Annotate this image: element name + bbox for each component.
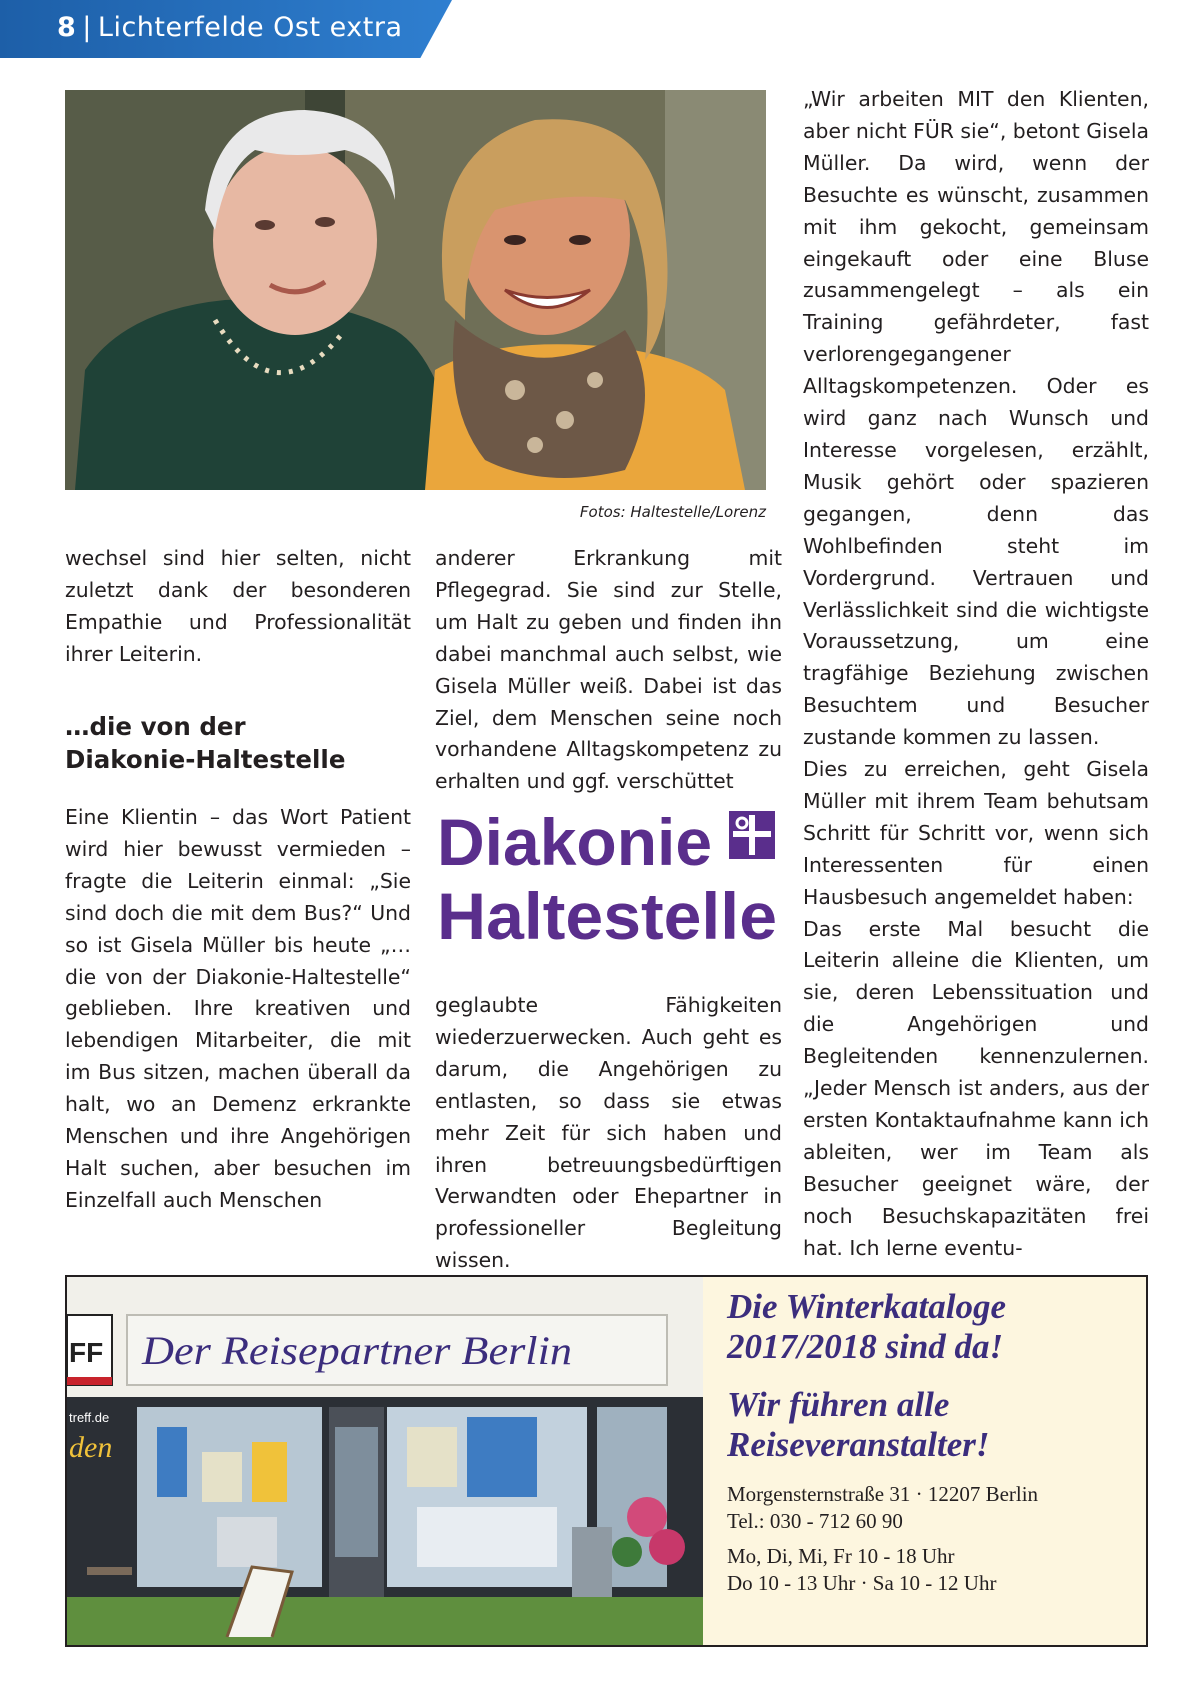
- column-1-top: [65, 543, 411, 671]
- logo-line-2: Haltestelle: [437, 879, 777, 951]
- paragraph: wechsel sind hier selten, nicht zuletzt dank der besonderen Empathie und Professionalität ihrer Leiterin.: [65, 546, 411, 666]
- shopfront-photo: [67, 1277, 703, 1645]
- ad-phone: Tel.: 030 - 712 60 90: [727, 1509, 903, 1533]
- paragraph: „Wir arbeiten MIT den Klienten, aber nicht FÜR sie“, betont Gisela Müller. Da wird, wenn der Besuchte es wünscht, zusammen mit ihm gekocht, gemeinsam eingekauft oder eine Bluse zusammengelegt – als ein Training gefährdeter, fast verlorengegangener Alltagskompetenzen. Oder es wird ganz nach Wunsch und Interesse vorgelesen, erzählt, Musik gehört oder spazieren gegangen, denn das Wohlbefinden steht im Vordergrund. Vertrauen und Verlässlichkeit sind die wichtigste Voraussetzung, um eine tragfähige Beziehung zwischen Besuchtem und Besucher zustande kommen zu lassen.: [803, 87, 1149, 750]
- ad-subheadline: [727, 1385, 1137, 1465]
- shopfront-illustration: [67, 1277, 703, 1645]
- subheading: [65, 710, 411, 776]
- page-number: 8: [57, 12, 77, 43]
- travel-agency-ad: [65, 1275, 1148, 1647]
- paragraph: Eine Klientin – das Wort Patient wird hier bewusst vermieden – fragte die Leiterin einmal: „Sie sind doch die mit dem Bus?“ Und so ist Gisela Müller bis heute „… die von der Diakonie-Haltestelle“ geblieben. Ihre kreativen und lebendigen Mitarbeiter, die mit im Bus sitzen, machen überall da halt, wo an Demenz erkrankte Menschen und ihre Angehörigen Halt suchen, aber besuchen im Einzelfall auch Menschen: [65, 805, 411, 1212]
- left-sign-small-text: treff.de: [69, 1410, 110, 1425]
- diakonie-logo: [433, 803, 783, 951]
- column-2-bottom: [435, 990, 782, 1277]
- ad-hours-line: Mo, Di, Mi, Fr 10 - 18 Uhr: [727, 1544, 955, 1568]
- column-1-bottom: [65, 802, 411, 1217]
- ad-subheadline-line: Wir führen alle: [727, 1385, 950, 1424]
- column-2-top: [435, 543, 782, 798]
- subheading-line: …die von der: [65, 712, 246, 741]
- header-separator: |: [82, 12, 92, 43]
- ad-hours-line: Do 10 - 13 Uhr · Sa 10 - 12 Uhr: [727, 1571, 997, 1595]
- diakonie-cross-icon: [729, 811, 775, 859]
- portrait-illustration: [65, 90, 766, 490]
- ad-address: Morgensternstraße 31 · 12207 Berlin: [727, 1482, 1039, 1506]
- left-sign-script: den: [69, 1431, 113, 1464]
- column-3: [803, 84, 1149, 1265]
- ad-contact: [727, 1481, 1137, 1535]
- ad-headline: [727, 1287, 1137, 1367]
- diakonie-logo-graphic: [433, 803, 783, 951]
- portrait-photo: [65, 90, 766, 490]
- page-header: [57, 12, 403, 43]
- section-title: Lichterfelde Ost extra: [97, 12, 403, 43]
- paragraph: anderer Erkrankung mit Pflegegrad. Sie sind zur Stelle, um Halt zu geben und finden ihn dabei manchmal auch selbst, wie Gisela Müller weiß. Dabei ist das Ziel, dem Menschen seine noch vorhandene Alltagskompetenz zu erhalten und ggf. verschüttet: [435, 546, 782, 794]
- paragraph: geglaubte Fähigkeiten wiederzuerwecken. Auch geht es darum, die Angehörigen zu entlasten, so dass sie etwas mehr Zeit für sich haben und ihren betreuungsbedürftigen Verwandten oder Ehepartner in professioneller Begleitung wissen.: [435, 993, 782, 1273]
- ad-subheadline-line: Reiseveranstalter!: [727, 1425, 990, 1464]
- ad-text-block: [727, 1287, 1137, 1597]
- ad-opening-hours: [727, 1543, 1137, 1597]
- ad-headline-line: Die Winterkataloge: [727, 1287, 1007, 1326]
- left-sign-text: FF: [69, 1337, 104, 1368]
- paragraph: Das erste Mal besucht die Leiterin alleine die Klienten, um sie, deren Lebenssituation und die Angehörigen und Begleitenden kennenzulernen. „Jeder Mensch ist anders, aus der ersten Kontaktaufnahme kann ich ableiten, wer im Team als Besucher geeignet wäre, der noch Besuchskapazitäten frei hat. Ich lerne eventu-: [803, 916, 1149, 1260]
- ad-headline-line: 2017/2018 sind da!: [727, 1327, 1004, 1366]
- paragraph: Dies zu erreichen, geht Gisela Müller mit ihrem Team behutsam Schritt für Schritt vor, wenn sich Interessenten für einen Hausbesuch angemeldet haben:: [803, 757, 1149, 909]
- subheading-line: Diakonie-Haltestelle: [65, 745, 346, 774]
- shop-sign-text: Der Reisepartner Berlin: [140, 1328, 572, 1373]
- photo-credit: Fotos: Haltestelle/Lorenz: [579, 503, 766, 521]
- logo-line-1: Diakonie: [437, 805, 713, 879]
